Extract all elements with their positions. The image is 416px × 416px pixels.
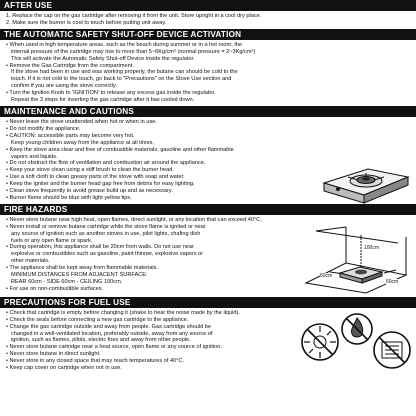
fuel-line: changed in a well-ventilated location, preferably outside, away from any source of <box>11 330 213 337</box>
fire-line: • Never store butane near high heat, open flames, direct sunlight, or any location that can exceed 40°C. <box>6 216 262 223</box>
after-use-line: 2. Make sure the burner is cool to touch before putting unit away. <box>6 19 167 26</box>
shutoff-line: Repeat the 3 steps for inserting the gas cartridge after it has cooled down. <box>11 97 195 104</box>
fuel-section <box>0 308 416 382</box>
maintenance-line: Keep young children away from the appliance at all times. <box>11 139 155 146</box>
clearance-label-top: 100cm <box>364 244 380 251</box>
fuel-line: • Check that cartridge is empty before changing it (shake to hear the noise made by the liquid). <box>6 309 240 316</box>
maintenance-header: MAINTENANCE AND CAUTIONS <box>0 106 416 117</box>
maintenance-line: • Clean stove frequently to avoid grease build up and as necessary. <box>6 188 173 195</box>
fire-section <box>0 215 416 297</box>
maintenance-line: • Keep your stove clean using a stiff brush to clean the burner head. <box>6 167 174 174</box>
maintenance-line: • Keep the stove area clear and free of combustible materials, gasoline and other flammable <box>6 146 234 153</box>
clearance-label-right: 60cm <box>386 278 399 285</box>
maintenance-line: vapors and liquids. <box>11 153 58 160</box>
fire-line: MINIMUM DISTANCES FROM ADJACENT SURFACE: <box>11 272 148 279</box>
maintenance-section <box>0 117 416 204</box>
shutoff-line: • Turn the Ignition Knob to 'IGNITION' to release any excess gas inside the regulator. <box>6 90 216 97</box>
maintenance-line: • Never leave the stove unattended when hot or when in use. <box>6 118 157 125</box>
maintenance-line: • CAUTION: accessible parts may become very hot. <box>6 132 135 139</box>
after-use-line: 1. Replace the cap on the gas cartridge after removing it from the unit. Store upright in a cool dry place. <box>6 13 262 19</box>
maintenance-line: • Use a soft cloth to clean greasy parts of the stove with soap and water. <box>6 174 185 181</box>
fuel-line: • Check the seals before connecting a new gas cartridge to the appliance. <box>6 316 189 323</box>
shutoff-line: internal pressure of the cartridge may rise to more than 5~6Kg/cm² (normal pressure = 2~3Kg/cm²) <box>11 48 256 55</box>
fuel-line: ignition, such as flames, pilots, electric fires and away from other people. <box>11 337 191 344</box>
fire-line: • During operation, this appliance shall be 20cm from walls. Do not use near <box>6 244 194 251</box>
maintenance-line: • Do not obstruct the flow of ventilation and combustion air around the appliance. <box>6 160 206 167</box>
heater-icon <box>372 330 412 370</box>
fuel-line: • Keep cap cover on cartridge when not in use. <box>6 365 122 372</box>
fuel-line: • Never store butane in direct sunlight. <box>6 351 101 358</box>
maintenance-line: • Do not modify the appliance. <box>6 125 81 132</box>
sun-icon <box>300 322 340 362</box>
fuel-line: • Change the gas cartridge outside and away from people. Gas cartridge should be <box>6 323 212 330</box>
fire-line: • For use on non-combustible surfaces. <box>6 285 104 292</box>
fuel-line: • Never store in any closed space that may reach temperatures of 40°C. <box>6 358 184 365</box>
shutoff-line: If the stove had been in use and was working properly, the butane can should be cold to the <box>11 69 238 76</box>
after-use-section <box>0 11 416 29</box>
maintenance-line: • Burner flame should be blue with light yellow tips. <box>6 194 132 201</box>
fire-header: FIRE HAZARDS <box>0 204 416 215</box>
clearance-label-left: 60cm <box>320 272 333 279</box>
shutoff-line: • When used in high temperature areas, such as the beach during summer or in a hot room, the <box>6 41 243 48</box>
shutoff-line: • Remove the Gas Cartridge from the compartment. <box>6 62 134 69</box>
fuel-line: • Never store butane cartridge near a heat source, open flame or any source of ignition. <box>6 344 222 351</box>
fire-line: other materials. <box>11 258 50 265</box>
shutoff-section <box>0 40 416 106</box>
fire-line: • Never install or remove butane cartridge while the stove flame is ignited or near <box>6 223 206 230</box>
maintenance-line: • Keep the igniter and the burner head gap free from debris for easy lighting. <box>6 181 195 188</box>
shutoff-line: This will activate the Automatic Safety Shut-off Device inside the regulator. <box>11 55 195 62</box>
fire-line: • The appliance shall be kept away from flammable materials. <box>6 265 159 272</box>
fire-line: fuels or any open flame or spark. <box>11 237 93 244</box>
stove-drawing <box>318 153 412 204</box>
fire-line: explosive or combustibles such as gasoline, paint thinner, explosive vapors or <box>11 251 204 258</box>
shutoff-header: THE AUTOMATIC SAFETY SHUT-OFF DEVICE ACTIVATION <box>0 29 416 40</box>
fire-line: any source of ignition such as another stoves in use, pilot lights, chafing dish <box>11 230 201 237</box>
stove-clearance-diagram <box>300 223 412 295</box>
shutoff-line: confirm if you are using the stove correctly. <box>11 83 117 90</box>
fire-line: REAR 60cm - SIDE 60cm - CEILING 100cm. <box>11 279 123 285</box>
shutoff-line: touch. If it is not cold to the touch, go back to "Precautions" on the Stove Use section and <box>11 76 232 83</box>
after-use-header: AFTER USE <box>0 0 416 11</box>
fuel-header: PRECAUTIONS FOR FUEL USE <box>0 297 416 308</box>
flame-icon <box>340 312 374 346</box>
